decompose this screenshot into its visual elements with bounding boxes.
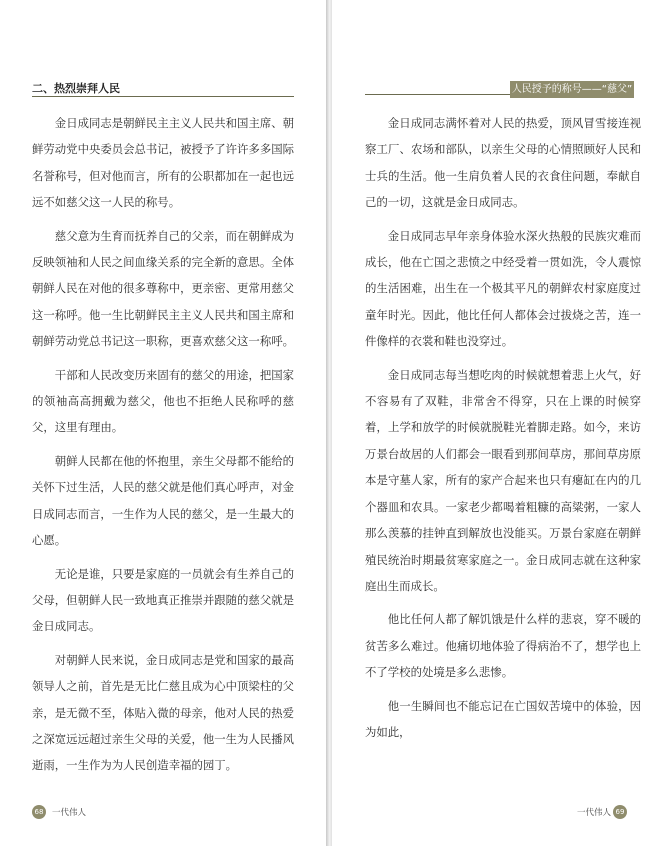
header-divider (32, 96, 294, 97)
paragraph: 金日成同志是朝鲜民主主义人民共和国主席、朝鲜劳动党中央委员会总书记，被授予了许许多多国际名誉称号，但对他而言，所有的公职都加在一起也远远不如慈父这一人民的称号。 (32, 116, 295, 210)
paragraph: 无论是谁，只要是家庭的一员就会有生养自己的父母，但朝鲜人民一致地真正推崇并跟随的慈父就是金日成同志。 (32, 566, 295, 634)
page-number-badge: 68 (32, 805, 46, 819)
right-page (332, 0, 658, 846)
paragraph: 金日成同志早年亲身体验水深火热般的民族灾难而成长，他在亡国之悲愤之中经受着一贯如洗，令人震惊的生活困难，出生在一个极其平凡的朝鲜农村家庭度过童年时光。因此，他比任何人都体会过拔烧之苦，连一件像样的衣裳和鞋也没穿过。 (365, 228, 641, 349)
header-divider (365, 94, 510, 95)
footer-book-title: 一代伟人 (577, 808, 612, 818)
paragraph: 金日成同志满怀着对人民的热爱，顶风冒雪接连视察工厂、农场和部队，以亲生父母的心情照顾好人民和士兵的生活。他一生肩负着人民的衣食住问题，奉献自己的一切，这就是金日成同志。 (365, 116, 641, 210)
footer-book-title: 一代伟人 (52, 808, 87, 818)
page-number-badge: 69 (613, 805, 627, 819)
section-heading: 二、热烈崇拜人民 (32, 82, 120, 95)
left-body-text (32, 110, 294, 786)
paragraph: 他一生瞬间也不能忘记在亡国奴苦境中的体验，因为如此， (365, 698, 641, 739)
paragraph: 对朝鲜人民来说，金日成同志是党和国家的最高领导人之前，首先是无比仁慈且成为心中顶梁柱的父亲，是无微不至，体贴入微的母亲，他对人民的热爱之深宽远远超过亲生父母的关爱，他一生为人民播风逝雨，一生作为为人民创造幸福的园丁。 (32, 652, 295, 773)
right-body-text (365, 110, 641, 752)
chapter-header-tab: 人民授予的称号——“慈父” (510, 81, 634, 98)
left-page (0, 0, 326, 846)
paragraph: 他比任何人都了解饥饿是什么样的悲哀，穿不暖的贫苦多么难过。他痛切地体验了得病治不了，想学也上不了学校的处境是多么悲惨。 (365, 612, 641, 680)
paragraph: 朝鲜人民都在他的怀抱里，亲生父母都不能给的关怀下过生活，人民的慈父就是他们真心呼声，对金日成同志而言，一生作为人民的慈父，是一生最大的心愿。 (32, 453, 295, 548)
paragraph: 慈父意为生育而抚养自己的父亲，而在朝鲜成为反映领袖和人民之间血缘关系的完全新的意思。全体朝鲜人民在对他的很多尊称中，更亲密、更常用慈父这一称呼。他一生比朝鲜民主主义人民共和国主席和朝鲜劳动党总书记这一职称，更喜欢慈父这一称呼。 (32, 228, 295, 349)
paragraph: 金日成同志每当想吃肉的时候就想着悲上火气，好不容易有了双鞋，非常舍不得穿，只在上课的时候穿着，上学和放学的时候就脱鞋光着脚走路。如今，来访万景台故居的人们都会一眼看到那间草房，那间草房原本是守墓人家，所有的家产合起来也只有瘪缸在内的几个器皿和农具。一家老少都喝着粗糠的高粱粥，一家人那么羡慕的挂钟直到解放也没能买。万景台家庭在朝鲜殖民统治时期最贫寒家庭之一。金日成同志就在这种家庭出生而成长。 (365, 367, 641, 593)
paragraph: 干部和人民改变历来固有的慈父的用途，把国家的领袖高高拥戴为慈父，他也不拒绝人民称呼的慈父，这里有理由。 (32, 367, 295, 435)
